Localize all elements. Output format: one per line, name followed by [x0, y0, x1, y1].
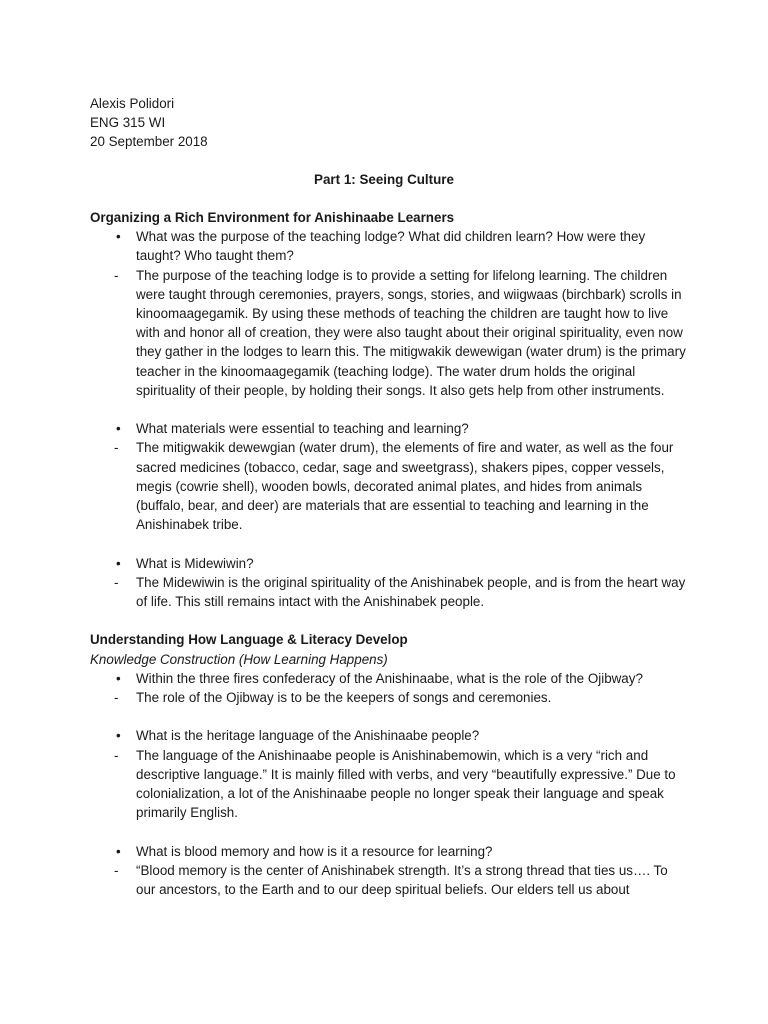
spacer: [90, 611, 686, 630]
course-code: ENG 315 WI: [90, 115, 166, 131]
dash-marker: -: [114, 440, 119, 456]
answer-item: [90, 746, 686, 823]
section-subheading: Knowledge Construction (How Learning Happens): [90, 651, 388, 667]
answer-item: [90, 688, 686, 707]
answer-text: The mitigwakik dewewgian (water drum), the elements of fire and water, as well as the four sacred medicines (tobacco, cedar, sage and sweetgrass), shakers pipes, copper vessels, megis (cowrie shell), wooden bowls, decorated animal plates, and hides from animals (buffalo, bear, and deer) are materials that are essential to teaching and learning in the Anishinabek tribe.: [136, 440, 674, 533]
spacer: [90, 400, 686, 419]
question-text: What materials were essential to teaching and learning?: [136, 421, 469, 437]
bullet-marker: •: [116, 728, 121, 744]
document-header: [90, 94, 208, 152]
answer-text: The language of the Anishinaabe people is Anishinabemowin, which is a very “rich and descriptive language.” It is mainly filled with verbs, and very “beautifully expressive.” Due to colonialization, a lot of the Anishinaabe people no longer speak their language and speak primarily English.: [136, 747, 676, 821]
question-item: [90, 554, 686, 573]
document-date: 20 September 2018: [90, 134, 208, 150]
question-item: [90, 669, 686, 688]
dash-marker: -: [114, 574, 119, 590]
answer-text: The Midewiwin is the original spirituality of the Anishinabek people, and is from the heart way of life. This still remains intact with the Anishinabek people.: [136, 574, 686, 610]
bullet-marker: •: [116, 229, 121, 245]
bullet-marker: •: [116, 843, 121, 859]
question-item: [90, 726, 686, 745]
question-item: [90, 419, 686, 438]
spacer: [90, 707, 686, 726]
dash-marker: -: [114, 747, 119, 763]
answer-item: [90, 266, 686, 400]
question-text: What is blood memory and how is it a resource for learning?: [136, 843, 493, 859]
spacer: [90, 822, 686, 841]
bullet-marker: •: [116, 421, 121, 437]
bullet-marker: •: [116, 555, 121, 571]
author-name: Alexis Polidori: [90, 96, 175, 111]
answer-text: The role of the Ojibway is to be the keepers of songs and ceremonies.: [136, 690, 552, 706]
answer-text: The purpose of the teaching lodge is to provide a setting for lifelong learning. The children were taught through ceremonies, prayers, songs, stories, and wiigwaas (birchbark) scrolls in kinoomaagegamik. By using these methods of teaching the children are taught how to live with and honor all of creation, they were also taught about their original spirituality, even now they gather in the lodges to learn this. The mitigwakik dewewigan (water drum) is the primary teacher in the kinoomaagegamik (teaching lodge). The water drum holds the original spirituality of their people, by holding their songs. It also gets help from other instruments.: [136, 267, 686, 398]
question-item: [90, 227, 686, 265]
answer-item: [90, 438, 686, 534]
dash-marker: -: [114, 862, 119, 878]
section-heading-language: Understanding How Language & Literacy Develop: [90, 632, 408, 648]
question-text: What is the heritage language of the Anishinaabe people?: [136, 728, 480, 744]
spacer: [90, 534, 686, 553]
dash-marker: -: [114, 690, 119, 706]
question-text: What is Midewiwin?: [136, 555, 254, 571]
page-title: Part 1: Seeing Culture: [314, 172, 454, 187]
question-text: Within the three fires confederacy of the Anishinaabe, what is the role of the Ojibway?: [136, 670, 643, 686]
document-body: [90, 208, 686, 899]
answer-item: [90, 573, 686, 611]
section-heading-environment: Organizing a Rich Environment for Anishinaabe Learners: [90, 210, 455, 225]
answer-item: [90, 861, 686, 899]
dash-marker: -: [114, 267, 119, 283]
bullet-marker: •: [116, 670, 121, 686]
question-text: What was the purpose of the teaching lodge? What did children learn? How were they taught? Who taught them?: [136, 229, 646, 264]
answer-text: “Blood memory is the center of Anishinabek strength. It’s a strong thread that ties us…. To our ancestors, to the Earth and to our deep spiritual beliefs. Our elders tell us about: [136, 862, 668, 898]
question-item: [90, 842, 686, 861]
